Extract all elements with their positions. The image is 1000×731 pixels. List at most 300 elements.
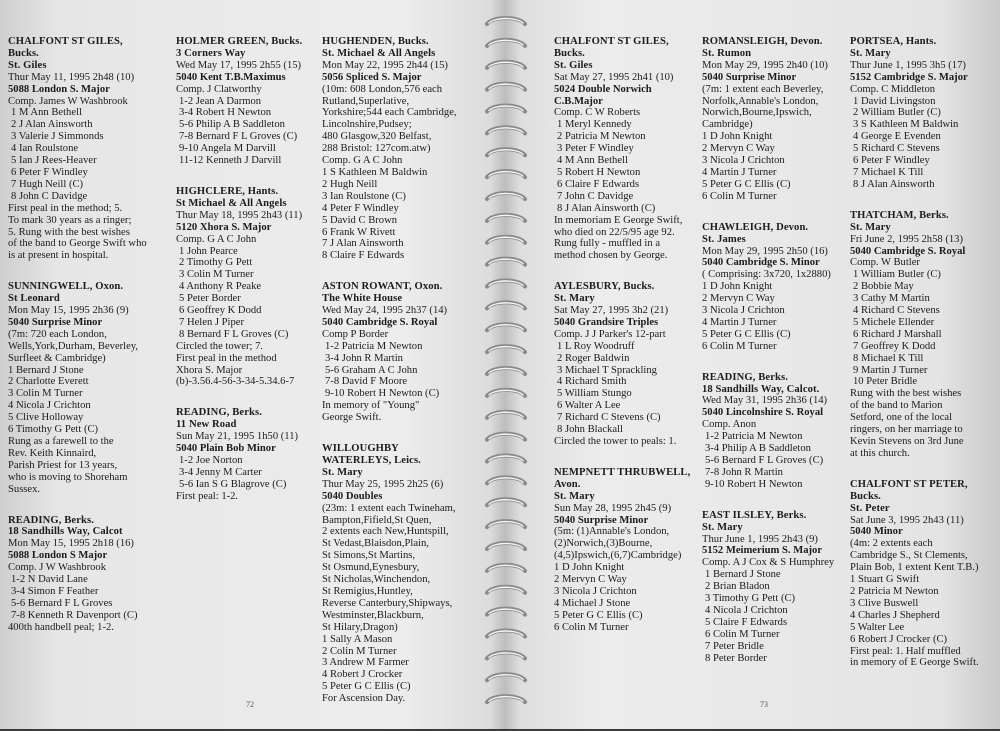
peal-note-line: who is moving to Shoreham — [8, 471, 128, 483]
peal-note-line: 3 Nicola J Crichton — [554, 585, 637, 597]
ringer-line: 8 J Alan Ainsworth — [853, 178, 935, 190]
peal-note-line: 1 D John Knight — [702, 131, 773, 143]
peal-note-line: 4 Peter F Windley — [322, 202, 399, 214]
peal-place: HOLMER GREEN, Bucks. — [176, 36, 303, 47]
peal-method: 5040 Kent T.B.Maximus — [176, 71, 286, 83]
peal-note-line: (23m: 1 extent each Twineham, — [322, 502, 456, 514]
peal-note-line: (7m: 1 extent each Beverley, — [702, 83, 824, 95]
peal-composer: Comp P Border — [322, 328, 389, 340]
ringer-line: 3-4 Simon F Feather — [11, 585, 99, 597]
ringer-line: 1-2 N David Lane — [11, 574, 88, 586]
peal-method: 5152 Cambridge S. Major — [850, 71, 968, 83]
peal-date: Thur June 1, 1995 2h43 (9) — [702, 533, 818, 545]
peal-note-line: St Nicholas,Winchendon, — [322, 574, 431, 586]
peal-composer: Comp. W Butler — [850, 257, 920, 269]
peal-note-line: 5 Peter G C Ellis (C) — [322, 681, 411, 693]
peal-note-line: Sussex. — [8, 483, 41, 495]
peal-note-line: St Simons,St Martins, — [322, 550, 416, 562]
peal-note-line: Bampton,Fifield,St Quen, — [322, 514, 432, 526]
peal-note-line: Parish Priest for 13 years, — [8, 459, 118, 471]
peal-method: 5040 Cambridge S. Royal — [850, 245, 966, 257]
peal-composer: Comp. James W Washbrook — [8, 95, 128, 107]
ringer-line: 9-10 Angela M Darvill — [179, 143, 276, 155]
peal-note-line: 4 Michael J Stone — [554, 597, 631, 609]
peal-note-line: Rutland,Superlative, — [322, 95, 410, 107]
peal-note-line: 6 Robert J Crocker (C) — [850, 633, 948, 645]
ringer-line: 7 John C Davidge — [557, 190, 634, 202]
ringer-line: 5-6 Bernard F L Groves (C) — [705, 455, 824, 466]
peal-entry — [554, 467, 696, 634]
peal-note-line: 288 Bristol: 127com.atw) — [322, 143, 431, 155]
ringer-line: 4 Ian Roulstone — [11, 143, 79, 155]
peal-method: 5040 Plain Bob Minor — [176, 443, 276, 455]
peal-note-line: Circled the tower to peals: 1. — [554, 436, 677, 447]
ringer-line: 4 Richard C Stevens — [853, 305, 940, 317]
peal-date: Sat May 27, 1995 2h41 (10) — [554, 71, 674, 83]
peal-entry — [850, 36, 1000, 191]
peal-church: St. Giles — [8, 59, 47, 71]
peal-note-line: 5 Clive Holloway — [8, 412, 84, 424]
peal-note-line: St Hilary,Dragon) — [322, 621, 398, 633]
ringer-line: 4 Richard Smith — [557, 376, 627, 388]
ringer-line: 8 J Alan Ainsworth (C) — [557, 202, 656, 214]
peal-method: 5040 Minor — [850, 526, 903, 538]
ringer-line: 6 Peter F Windley — [11, 166, 88, 178]
peal-county: Bucks. — [8, 47, 39, 59]
peal-note-line: (7m: 720 each London, — [8, 328, 107, 340]
peal-entry — [702, 36, 844, 203]
peal-church: St. Rumon — [702, 47, 752, 59]
peal-entry — [322, 443, 472, 705]
peal-note-line: in memory of E George Swift. — [850, 657, 979, 669]
peal-note-line: who died on 22/5/95 age 92. — [554, 226, 675, 238]
peal-entry — [554, 36, 696, 262]
peal-church: St. Mary — [554, 293, 595, 305]
peal-county: Avon. — [554, 478, 581, 490]
peal-note-line: To mark 30 years as a ringer; — [8, 214, 132, 226]
ringer-line: 2 Patricia M Newton — [557, 131, 646, 143]
peal-method: 5152 Meimerium S. Major — [702, 545, 823, 557]
peal-date: Mon May 29, 1995 2h50 (16) — [702, 245, 828, 257]
peal-county: Bucks. — [554, 47, 585, 59]
peal-church: St. Mary — [322, 466, 363, 478]
peal-note-line: Lincolnshire,Pudsey; — [322, 119, 412, 131]
peal-note-line: Surfleet & Cambridge) — [8, 352, 106, 364]
ringer-line: 5 Claire F Edwards — [705, 616, 788, 628]
peal-note-line: 3 Clive Buswell — [850, 597, 919, 609]
peal-note-line: First peal: 1. Half muffled — [850, 645, 961, 657]
ringer-line: 6 Colin M Turner — [705, 628, 780, 640]
ringer-line: 7-8 Bernard F L Groves (C) — [179, 131, 298, 143]
ringer-line: 9-10 Robert H Newton — [705, 478, 803, 490]
peal-date: Thur May 11, 1995 2h48 (10) — [8, 71, 135, 83]
peal-method: C.B.Major — [554, 95, 603, 107]
ringer-line: 5-6 Philip A B Saddleton — [179, 119, 285, 131]
ringer-line: 5 Michele Ellender — [853, 316, 935, 328]
peal-note-line: is at present in hospital. — [8, 250, 109, 262]
right-column-1 — [554, 36, 696, 653]
peal-note-line: 400th handbell peal; 1-2. — [8, 621, 114, 633]
peal-note-line: 2 Charlotte Everett — [8, 376, 89, 388]
spiral-binding — [483, 6, 529, 726]
ringer-line: 3-4 Jenny M Carter — [179, 466, 262, 478]
peal-note-line: Westminster,Blackburn, — [322, 609, 424, 621]
peal-place: EAST ILSLEY, Berks. — [702, 509, 807, 521]
peal-note-line: 2 Colin M Turner — [322, 645, 397, 657]
peal-place: CHALFONT ST GILES, — [8, 36, 123, 47]
peal-method: 5040 Doubles — [322, 490, 383, 502]
peal-note-line: (2)Norwich,(3)Bourne, — [554, 538, 653, 550]
peal-note-line: ( Comprising: 3x720, 1x2880) — [702, 269, 831, 281]
peal-composer: Comp. Anon — [702, 419, 757, 431]
peal-entry — [8, 36, 170, 262]
left-column-1 — [8, 36, 170, 653]
peal-note-line: 5 Peter G C Ellis (C) — [554, 609, 643, 621]
peal-note-line: 1 S Kathleen M Baldwin — [322, 166, 428, 178]
peal-date: Thur May 18, 1995 2h43 (11) — [176, 209, 303, 221]
peal-place: READING, Berks. — [702, 371, 788, 383]
ringer-line: 6 Peter F Windley — [853, 155, 930, 167]
peal-note-line: Rung as a farewell to the — [8, 436, 114, 447]
peal-note-line: First peal: 1-2. — [176, 490, 239, 502]
peal-note-line: at this church. — [850, 447, 910, 459]
peal-note-line: 4 Nicola J Crichton — [8, 400, 91, 412]
peal-place: CHALFONT ST PETER, — [850, 478, 968, 490]
ringer-line: 1 M Ann Bethell — [11, 107, 82, 119]
peal-church: St. Mary — [554, 490, 595, 502]
peal-entry — [176, 36, 318, 167]
peal-note-line: 7 J Alan Ainsworth — [322, 238, 404, 250]
ringer-line: 7 Geoffrey K Dodd — [853, 340, 936, 352]
peal-date: Mon May 22, 1995 2h44 (15) — [322, 59, 448, 71]
ringer-line: 7 Peter Bridle — [705, 640, 764, 652]
peal-note-line: 2 Mervyn C Way — [702, 143, 775, 155]
peal-note-line: 2 Mervyn C Way — [702, 293, 775, 305]
peal-note-line: 5 Peter G C Ellis (C) — [702, 178, 791, 190]
peal-note-line: (10m: 608 London,576 each — [322, 83, 443, 95]
peal-note-line: 4 Robert J Crocker — [322, 669, 403, 681]
peal-composer: Comp. C W Roberts — [554, 107, 641, 119]
left-column-3 — [322, 36, 472, 724]
ringer-line: 2 Bobbie May — [853, 281, 914, 293]
peal-note-line: Plain Bob, 1 extent Kent T.B.) — [850, 562, 979, 574]
peal-note-line: George Swift. — [322, 412, 382, 424]
peal-note-line: (b)-3.56.4-56-3-34-5.34.6-7 — [176, 376, 295, 388]
peal-note-line: 2 Mervyn C Way — [554, 574, 627, 586]
peal-note-line: Comp. G A C John — [322, 155, 403, 167]
peal-entry — [554, 281, 696, 448]
peal-date: Mon May 29, 1995 2h40 (10) — [702, 59, 828, 71]
ringer-line: 5-6 Ian S G Blagrove (C) — [179, 478, 287, 490]
peal-note-line: 6 Colin M Turner — [554, 621, 629, 633]
peal-place: HIGHCLERE, Hants. — [176, 185, 279, 197]
peal-place: READING, Berks. — [176, 407, 262, 419]
peal-note-line: 480 Glasgow,320 Belfast, — [322, 131, 432, 143]
peal-county: WATERLEYS, Leics. — [322, 455, 421, 466]
ringer-line: 1 Meryl Kennedy — [557, 119, 632, 131]
ringer-line: 3 Timothy G Pett (C) — [705, 593, 796, 605]
peal-place: HUGHENDEN, Bucks. — [322, 36, 429, 47]
peal-entry — [322, 36, 472, 262]
left-page-number: 72 — [246, 700, 254, 709]
peal-note-line: method chosen by George. — [554, 250, 668, 262]
ringer-line: 8 Bernard F L Groves (C) — [179, 328, 289, 340]
ringer-line: 7-8 John R Martin — [705, 466, 783, 478]
peal-note-line: 3 Colin M Turner — [8, 388, 83, 400]
peal-church: 18 Sandhills Way, Calcot — [8, 526, 123, 538]
peal-date: Wed May 17, 1995 2h55 (15) — [176, 59, 302, 71]
peal-note-line: St Osmund,Eynesbury, — [322, 562, 420, 574]
peal-church: St. Michael & All Angels — [322, 47, 436, 59]
peal-place: READING, Berks. — [8, 514, 94, 526]
right-page — [532, 0, 1000, 729]
peal-entry — [702, 372, 844, 491]
ringer-line: 3-4 John R Martin — [325, 352, 403, 364]
peal-note-line: Norfolk,Annable's London, — [702, 95, 819, 107]
ringer-line: 5 Robert H Newton — [557, 166, 641, 178]
peal-note-line: First peal in the method — [176, 352, 277, 364]
peal-place: SUNNINGWELL, Oxon. — [8, 281, 124, 293]
peal-note-line: 2 extents each New,Huntspill, — [322, 526, 449, 538]
ringer-line: 1 John Pearce — [179, 245, 238, 257]
peal-entry — [8, 281, 170, 495]
ringer-line: 3 Peter F Windley — [557, 143, 634, 155]
peal-composer: Comp. G A C John — [176, 233, 257, 245]
peal-note-line: Kevin Stevens on 3rd June — [850, 436, 964, 447]
peal-note-line: Rung with the best wishes — [850, 388, 962, 400]
ringer-line: 5-6 Bernard F L Groves — [11, 597, 113, 609]
peal-place: THATCHAM, Berks. — [850, 209, 949, 221]
peal-note-line: Circled the tower; 7. — [176, 340, 264, 352]
ringer-line: 1 Bernard J Stone — [705, 569, 781, 581]
peal-method: 5088 London S Major — [8, 550, 108, 562]
peal-note-line: Rung fully - muffled in a — [554, 238, 661, 250]
peal-place: ASTON ROWANT, Oxon. — [322, 281, 443, 293]
ringer-line: 2 J Alan Ainsworth — [11, 119, 93, 131]
peal-composer: Comp. C Middleton — [850, 83, 936, 95]
peal-method: 5040 Surprise Minor — [702, 71, 797, 83]
right-column-3 — [850, 36, 1000, 688]
peal-note-line: 6 Frank W Rivett — [322, 226, 396, 238]
peal-note-line: Xhora S. Major — [176, 364, 243, 376]
ringer-line: 3 Michael T Sprackling — [557, 364, 657, 376]
ringer-line: 2 Timothy G Pett — [179, 257, 253, 269]
ringer-line: 1-2 Jean A Darmon — [179, 95, 262, 107]
peal-note-line: First peal in the method; 5. — [8, 202, 123, 214]
ringer-line: 7-8 David F Moore — [325, 376, 408, 388]
peal-entry — [8, 515, 170, 634]
ringer-line: 6 Geoffrey K Dodd — [179, 305, 262, 317]
right-column-2 — [702, 36, 844, 684]
peal-composer: Comp. A J Cox & S Humphrey — [702, 557, 835, 569]
left-page — [0, 0, 488, 729]
ringer-line: 6 Walter A Lee — [557, 400, 621, 412]
peal-note-line: of the band to George Swift who — [8, 238, 147, 250]
ringer-line: 7 Hugh Neill (C) — [11, 178, 84, 190]
ringer-line: 1 William Butler (C) — [853, 269, 941, 281]
peal-composer: Comp. J W Washbrook — [8, 562, 107, 574]
peal-method: 5040 Surprise Minor — [8, 316, 103, 328]
peal-church: 11 New Road — [176, 419, 237, 431]
ringer-line: 8 John C Davidge — [11, 190, 88, 202]
ringer-line: 2 Roger Baldwin — [557, 352, 630, 364]
peal-composer: Comp. J J Parker's 12-part — [554, 328, 666, 340]
ringer-line: 11-12 Kenneth J Darvill — [179, 155, 282, 167]
peal-church: St. Mary — [702, 521, 743, 533]
peal-note-line: For Ascension Day. — [322, 693, 406, 705]
ringer-line: 9 Martin J Turner — [853, 364, 928, 376]
peal-note-line: 2 Patricia M Newton — [850, 585, 939, 597]
peal-note-line: 3 Nicola J Crichton — [702, 155, 785, 167]
peal-date: Thur June 1, 1995 3h5 (17) — [850, 59, 966, 71]
peal-date: Mon May 15, 1995 2h36 (9) — [8, 305, 129, 317]
peal-note-line: of the band to Marion — [850, 400, 943, 412]
peal-method: 5040 Lincolnshire S. Royal — [702, 407, 824, 419]
peal-note-line: 1 D John Knight — [554, 562, 625, 574]
peal-note-line: 6 Colin M Turner — [702, 190, 777, 202]
peal-date: Sat June 3, 1995 2h43 (11) — [850, 514, 964, 526]
peal-note-line: 5 Walter Lee — [850, 621, 905, 633]
peal-method: 5040 Grandsire Triples — [554, 316, 659, 328]
peal-note-line: 6 Colin M Turner — [702, 340, 777, 352]
ringer-line: 1 David Livingston — [853, 95, 936, 107]
peal-method: 5088 London S. Major — [8, 83, 110, 95]
ringer-line: 8 Michael K Till — [853, 352, 924, 364]
peal-church: St. Giles — [554, 59, 593, 71]
peal-place: PORTSEA, Hants. — [850, 36, 937, 47]
peal-note-line: 1 Stuart G Swift — [850, 574, 920, 586]
peal-church: The White House — [322, 293, 403, 305]
ringer-line: 5 Ian J Rees-Heaver — [11, 155, 97, 167]
peal-note-line: 3 Andrew M Farmer — [322, 657, 409, 669]
ringer-line: 7 Michael K Till — [853, 166, 924, 178]
peal-entry — [850, 479, 1000, 670]
ringer-line: 5-6 Graham A C John — [325, 364, 418, 376]
peal-note-line: 1 Bernard J Stone — [8, 364, 84, 376]
peal-note-line: Setford, one of the local — [850, 412, 953, 424]
peal-note-line: In memory of "Young" — [322, 400, 420, 412]
peal-note-line: Cambridge S., St Clements, — [850, 550, 968, 562]
ringer-line: 1 L Roy Woodruff — [557, 340, 635, 352]
peal-note-line: 2 Hugh Neill — [322, 178, 378, 190]
peal-composer: Comp. J Clatworthy — [176, 83, 262, 95]
peal-entry — [702, 222, 844, 353]
peal-church: 3 Corners Way — [176, 47, 246, 59]
ringer-line: 1-2 Patricia M Newton — [705, 431, 803, 443]
peal-church: St. Mary — [850, 47, 891, 59]
peal-note-line: 6 Timothy G Pett (C) — [8, 424, 99, 436]
ringer-line: 4 M Ann Bethell — [557, 155, 628, 167]
ringer-line: 10 Peter Bridle — [853, 376, 918, 388]
peal-note-line: (4,5)Ipswich,(6,7)Cambridge) — [554, 550, 682, 562]
peal-note-line: 3 Ian Roulstone (C) — [322, 190, 406, 202]
peal-method: 5024 Double Norwich — [554, 83, 652, 95]
peal-note-line: 8 Claire F Edwards — [322, 250, 405, 262]
peal-church: St Michael & All Angels — [176, 197, 287, 209]
ringer-line: 4 George E Evenden — [853, 131, 941, 143]
peal-date: Thur May 25, 1995 2h25 (6) — [322, 478, 444, 490]
peal-method: 5120 Xhora S. Major — [176, 221, 272, 233]
peal-note-line: Rev. Keith Kinnaird, — [8, 447, 97, 459]
peal-note-line: (5m: (1)Annable's London, — [554, 526, 670, 538]
peal-note-line: Cambridge) — [702, 119, 753, 131]
ringer-line: 3-4 Philip A B Saddleton — [705, 443, 811, 455]
ringer-line: 2 Brian Bladon — [705, 581, 770, 593]
peal-note-line: 5 David C Brown — [322, 214, 398, 226]
peal-church: St. James — [702, 233, 746, 245]
peal-note-line: 5. Rung with the best wishes — [8, 226, 130, 238]
peal-place: CHALFONT ST GILES, — [554, 36, 669, 47]
peal-date: Fri June 2, 1995 2h58 (13) — [850, 233, 963, 245]
ringer-line: 7 Richard C Stevens (C) — [557, 412, 661, 424]
peal-church: St. Mary — [850, 221, 891, 233]
ringer-line: 3 Valerie J Simmonds — [11, 131, 104, 143]
peal-church: 18 Sandhills Way, Calcot. — [702, 383, 820, 395]
peal-note-line: In memoriam E George Swift, — [554, 214, 683, 226]
peal-entry — [176, 186, 318, 388]
peal-method: 5040 Cambridge S. Minor — [702, 257, 820, 269]
peal-note-line: 4 Charles J Shepherd — [850, 609, 940, 621]
peal-entry — [702, 510, 844, 665]
peal-note-line: (4m: 2 extents each — [850, 538, 933, 550]
ringer-line: 5 William Stungo — [557, 388, 632, 400]
peal-method: 5040 Cambridge S. Royal — [322, 316, 438, 328]
peal-note-line: 4 Martin J Turner — [702, 166, 777, 178]
left-column-2 — [176, 36, 318, 522]
peal-note-line: 5 Peter G C Ellis (C) — [702, 328, 791, 340]
ringer-line: 3 Cathy M Martin — [853, 293, 930, 305]
ringer-line: 8 Peter Border — [705, 652, 767, 664]
peal-note-line: Wells,York,Durham, Beverley, — [8, 340, 139, 352]
ringer-line: 8 John Blackall — [557, 424, 623, 436]
peal-place: WILLOUGHBY — [322, 443, 399, 455]
peal-place: AYLESBURY, Bucks. — [554, 281, 655, 293]
peal-church: St Leonard — [8, 293, 60, 305]
peal-county: Bucks. — [850, 490, 881, 502]
ringer-line: 5 Peter Border — [179, 293, 241, 305]
peal-place: CHAWLEIGH, Devon. — [702, 221, 809, 233]
ringer-line: 2 William Butler (C) — [853, 107, 941, 119]
ringer-line: 5 Richard C Stevens — [853, 143, 940, 155]
ringer-line: 3 S Kathleen M Baldwin — [853, 119, 959, 131]
peal-note-line: St Remigius,Huntley, — [322, 585, 413, 597]
ringer-line: 6 Richard J Marshall — [853, 328, 942, 340]
peal-method: 5056 Spliced S. Major — [322, 71, 422, 83]
ringer-line: 7-8 Kenneth R Davenport (C) — [11, 609, 138, 621]
peal-note-line: 4 Martin J Turner — [702, 316, 777, 328]
right-page-number: 73 — [760, 700, 768, 709]
ringer-line: 3 Colin M Turner — [179, 269, 254, 281]
peal-date: Sun May 28, 1995 2h45 (9) — [554, 502, 672, 514]
peal-note-line: 3 Nicola J Crichton — [702, 305, 785, 317]
peal-note-line: St Vedast,Blaisdon,Plain, — [322, 538, 429, 550]
peal-note-line: Reverse Canterbury,Shipways, — [322, 597, 453, 609]
ringer-line: 6 Claire F Edwards — [557, 178, 640, 190]
peal-note-line: 1 D John Knight — [702, 281, 773, 293]
peal-note-line: Yorkshire;544 each Cambridge, — [322, 107, 457, 119]
ringer-line: 9-10 Robert H Newton (C) — [325, 388, 440, 400]
peal-note-line: 1 Sally A Mason — [322, 633, 393, 645]
peal-entry — [850, 210, 1000, 460]
ringer-line: 4 Nicola J Crichton — [705, 604, 788, 616]
peal-entry — [322, 281, 472, 424]
peal-entry — [176, 407, 318, 502]
peal-place: ROMANSLEIGH, Devon. — [702, 36, 823, 47]
peal-place: NEMPNETT THRUBWELL, — [554, 466, 691, 478]
peal-note-line: ringers, on her marriage to — [850, 424, 963, 436]
peal-date: Wed May 31, 1995 2h36 (14) — [702, 395, 828, 407]
peal-date: Sun May 21, 1995 1h50 (11) — [176, 431, 299, 443]
